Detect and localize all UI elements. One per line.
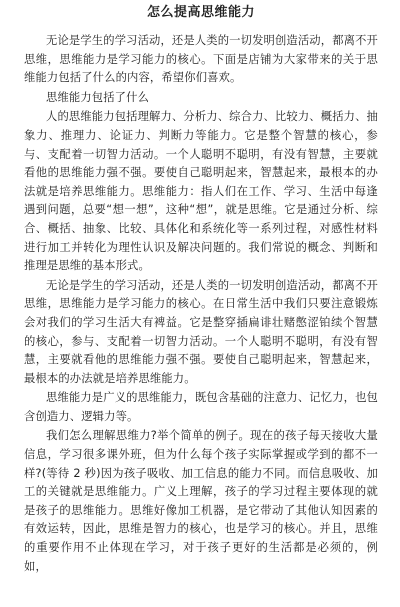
body-paragraph: 我们怎么理解思维力?举个简单的例子。现在的孩子每天接收大量信息，学习很多课外班，但为什么每个孩子实际掌握或学到的都不一样?(等待 2 秒)因为孩子吸收、加工信息的能力不同。而信息吸收、加工的关键就是思维能力。广义上理解，孩子的学习过程主要体现的就是孩子的思维能力。思维好像加工机器，是它带动了其他认知因素的有效运转，因此，思维是智力的核心，也是学习的核心。并且，思维的重要作用不止体现在学习，对于孩子更好的生活都是必须的，例如， [24,429,378,573]
body-paragraph: 无论是学生的学习活动，还是人类的一切发明创造活动，都离不开思维，思维能力是学习能力的核心。在日常生活中我们只要注意锻炼会对我们的学习生活大有裨益。它是整穿插扁诽壮赌憋涩铂续个智慧的核心，参与、支配着一切智力活动。一个人聪明不聪明，有没有智慧，主要就看他的思维能力强不强。要使自己聪明起来，智慧起来，最根本的办法就是培养思维能力。 [24,278,378,385]
intro-paragraph: 无论是学生的学习活动，还是人类的一切发明创造活动，都离不开思维，思维能力是学习能力的核心。下面是店铺为大家带来的关于思维能力包括了什么的内容，希望你们喜欢。 [24,34,378,85]
body-paragraph: 思维能力是广义的思维能力，既包含基础的注意力、记忆力，也包含创造力、逻辑力等。 [24,391,378,423]
page-title: 怎么提高思维能力 [146,5,255,20]
body-paragraph: 人的思维能力包括理解力、分析力、综合力、比较力、概括力、抽象力、推理力、论证力、判断力等能力。它是整个智慧的核心，参与、支配着一切智力活动。一个人聪明不聪明，有没有智慧，主要就看他的思维能力强不强。要使自己聪明起来，智慧起来，最根本的办法就是培养思维能力。思维能力：指人们在工作、学习、生活中每逢遇到问题，总要“想一想”，这种“想”，就是思维。它是通过分析、综合、概括、抽象、比较、具体化和系统化等一系列过程，对感性材料进行加工并转化为理性认识及解决问题的。我们常说的概念、判断和推理是思维的基本形式。 [24,110,378,273]
section-heading: 思维能力包括了什么 [46,90,150,104]
